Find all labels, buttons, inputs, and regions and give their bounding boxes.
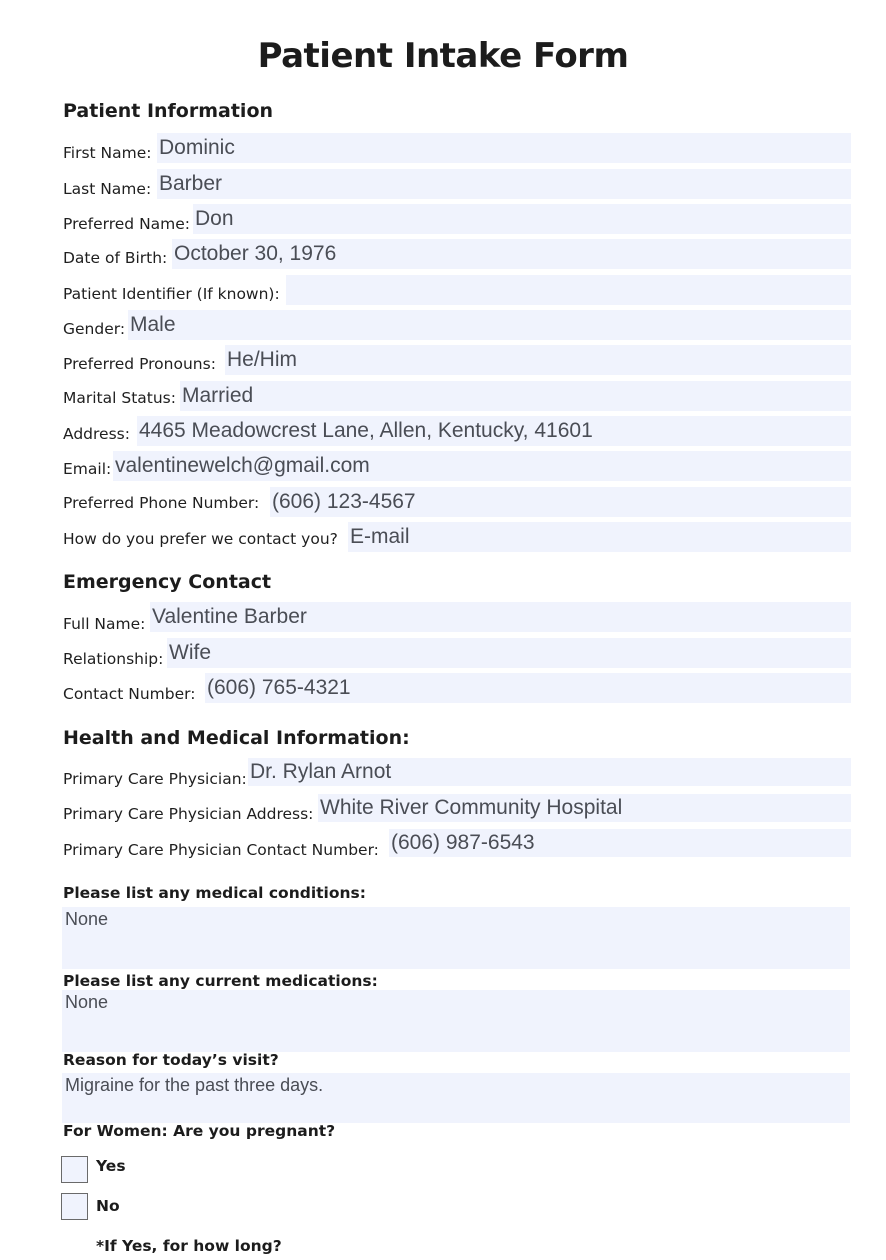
preferred-phone-field[interactable]: (606) 123-4567 xyxy=(270,487,851,517)
physician-address-label: Primary Care Physician Address: xyxy=(63,805,314,823)
physician-address-field[interactable]: White River Community Hospital xyxy=(318,794,851,822)
contact-preference-field[interactable]: E-mail xyxy=(348,522,851,552)
gender-label: Gender: xyxy=(63,320,126,338)
section-heading-health-information: Health and Medical Information: xyxy=(63,727,410,749)
current-medications-textarea[interactable]: None xyxy=(62,990,850,1052)
first-name-label: First Name: xyxy=(63,144,152,162)
gender-field[interactable]: Male xyxy=(128,310,851,340)
preferred-name-field[interactable]: Don xyxy=(193,204,851,234)
patient-identifier-label: Patient Identifier (If known): xyxy=(63,285,280,303)
pregnant-yes-label: Yes xyxy=(96,1157,126,1175)
date-of-birth-label: Date of Birth: xyxy=(63,249,168,267)
emergency-contact-number-label: Contact Number: xyxy=(63,685,196,703)
primary-care-physician-label: Primary Care Physician: xyxy=(63,770,247,788)
preferred-pronouns-field[interactable]: He/Him xyxy=(225,345,851,375)
preferred-pronouns-label: Preferred Pronouns: xyxy=(63,355,216,373)
page-title: Patient Intake Form xyxy=(257,36,629,76)
physician-contact-number-label: Primary Care Physician Contact Number: xyxy=(63,841,379,859)
date-of-birth-field[interactable]: October 30, 1976 xyxy=(172,239,851,269)
relationship-label: Relationship: xyxy=(63,650,164,668)
current-medications-question: Please list any current medications: xyxy=(63,972,378,990)
reason-for-visit-question: Reason for today’s visit? xyxy=(63,1051,279,1069)
preferred-phone-label: Preferred Phone Number: xyxy=(63,494,260,512)
reason-for-visit-textarea[interactable]: Migraine for the past three days. xyxy=(62,1073,850,1123)
medical-conditions-textarea[interactable]: None xyxy=(62,907,850,969)
address-label: Address: xyxy=(63,425,130,443)
pregnant-yes-checkbox[interactable] xyxy=(61,1156,88,1183)
pregnant-no-checkbox[interactable] xyxy=(61,1193,88,1220)
pregnant-no-label: No xyxy=(96,1197,120,1215)
first-name-field[interactable]: Dominic xyxy=(157,133,851,163)
physician-contact-number-field[interactable]: (606) 987-6543 xyxy=(389,829,851,857)
last-name-label: Last Name: xyxy=(63,180,152,198)
emergency-full-name-label: Full Name: xyxy=(63,615,146,633)
pregnancy-duration-question: *If Yes, for how long? xyxy=(96,1237,282,1255)
email-label: Email: xyxy=(63,460,112,478)
section-heading-patient-information: Patient Information xyxy=(63,100,274,122)
medical-conditions-question: Please list any medical conditions: xyxy=(63,884,366,902)
marital-status-label: Marital Status: xyxy=(63,389,176,407)
relationship-field[interactable]: Wife xyxy=(167,638,851,668)
address-field[interactable]: 4465 Meadowcrest Lane, Allen, Kentucky, 41601 xyxy=(137,416,851,446)
patient-identifier-field[interactable] xyxy=(286,275,851,305)
emergency-full-name-field[interactable]: Valentine Barber xyxy=(150,602,851,632)
emergency-contact-number-field[interactable]: (606) 765-4321 xyxy=(205,673,851,703)
section-heading-emergency-contact: Emergency Contact xyxy=(63,571,272,593)
pregnancy-question: For Women: Are you pregnant? xyxy=(63,1122,336,1140)
primary-care-physician-field[interactable]: Dr. Rylan Arnot xyxy=(248,758,851,786)
preferred-name-label: Preferred Name: xyxy=(63,215,191,233)
last-name-field[interactable]: Barber xyxy=(157,169,851,199)
email-field[interactable]: valentinewelch@gmail.com xyxy=(113,451,851,481)
contact-preference-label: How do you prefer we contact you? xyxy=(63,530,338,548)
marital-status-field[interactable]: Married xyxy=(180,381,851,411)
